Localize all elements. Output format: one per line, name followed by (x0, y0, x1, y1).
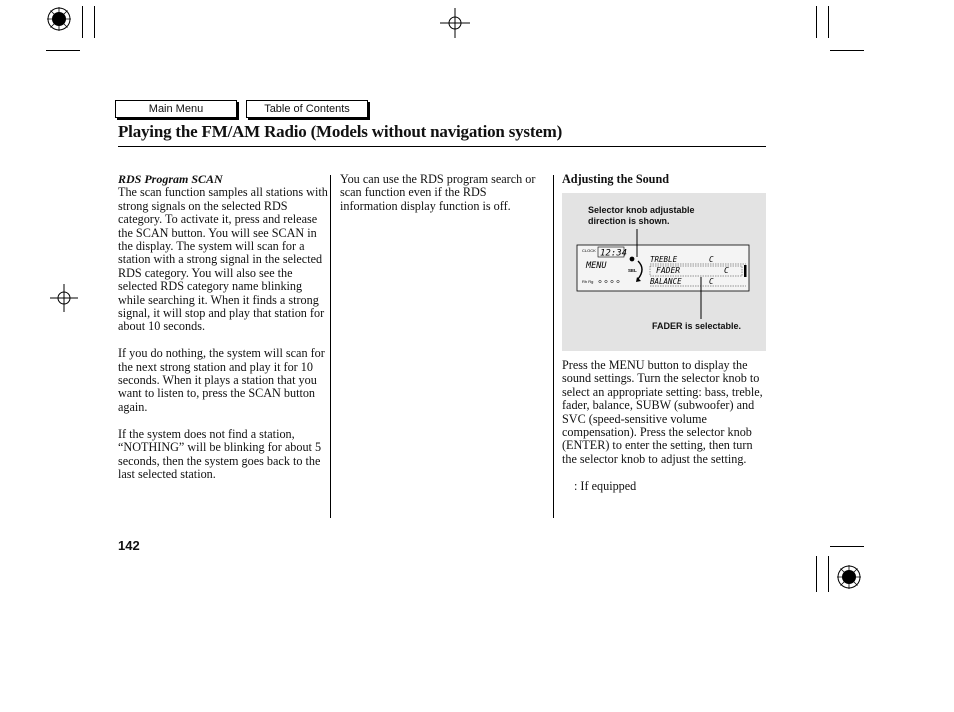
setting-row-label: BALANCE (650, 277, 682, 286)
leader-lines (562, 193, 766, 351)
crop-line (828, 6, 829, 38)
crop-line (816, 556, 817, 592)
sel-label: SEL (628, 268, 637, 273)
column-3-heading (562, 173, 768, 186)
setting-row-label: TREBLE (650, 255, 678, 264)
main-menu-button[interactable]: Main Menu (115, 100, 237, 118)
crop-line (46, 50, 80, 51)
setting-row-value: C (709, 277, 714, 286)
paragraph: The scan function samples all stations with strong signals on the selected RDS category. To activate it, press and release the SCAN button. You will see SCAN in the display. The system will scan for a station with a strong signal in the selected RDS category. You will also see the selected RDS category name blinking while searching it. When it finds a strong signal, it will stop and play that station for about 10 seconds. (118, 185, 328, 334)
footnote: : If equipped (574, 478, 637, 493)
section-heading-rds-scan: RDS Program SCAN (118, 172, 223, 186)
page-number: 142 (118, 538, 140, 553)
column-3-body (562, 359, 768, 493)
paragraph: Press the MENU button to display the sound settings. Turn the selector knob to select an appropriate setting: bass, treble, fader, balance, SUBW (subwoofer) and SVC (speed-sensitive volume compensation). Press the selector knob (ENTER) to enter the setting, then turn the selector knob to adjust the setting. (562, 358, 763, 466)
paragraph: You can use the RDS program search or scan function even if the RDS information display function is off. (340, 172, 536, 213)
crop-line (94, 6, 95, 38)
column-divider (553, 175, 554, 518)
clock-display: 12:34 (600, 248, 628, 259)
crop-line (82, 6, 83, 38)
setting-row-value: C (724, 266, 729, 275)
figure-caption-bottom: FADER is selectable. (652, 321, 742, 331)
rds-indicator: Rh Rg (582, 279, 594, 284)
crop-line (830, 546, 864, 547)
paragraph: If you do nothing, the system will scan for the next strong station and play it for 10 seconds. When it plays a station that you want to listen to, press the SCAN button again. (118, 346, 325, 414)
column-1 (118, 173, 328, 481)
column-2 (340, 173, 540, 213)
clock-label: CLOCK (582, 248, 596, 253)
crop-line (830, 50, 864, 51)
crop-line (816, 6, 817, 38)
setting-row-value: C (709, 255, 714, 264)
section-heading-adjusting-sound: Adjusting the Sound (562, 172, 670, 186)
paragraph: If the system does not find a station, “NOTHING” will be blinking for about 5 seconds, then the system goes back to the last selected station. (118, 426, 322, 481)
setting-row-label: FADER (656, 266, 681, 275)
column-divider (330, 175, 331, 518)
title-underline (118, 146, 766, 147)
crop-line (828, 556, 829, 592)
menu-display: MENU (586, 261, 607, 271)
page-title: Playing the FM/AM Radio (Models without navigation system) (118, 122, 563, 141)
table-of-contents-button[interactable]: Table of Contents (246, 100, 368, 118)
sound-settings-figure (562, 193, 766, 351)
figure-caption-top: Selector knob adjustable direction is shown. (588, 205, 695, 226)
